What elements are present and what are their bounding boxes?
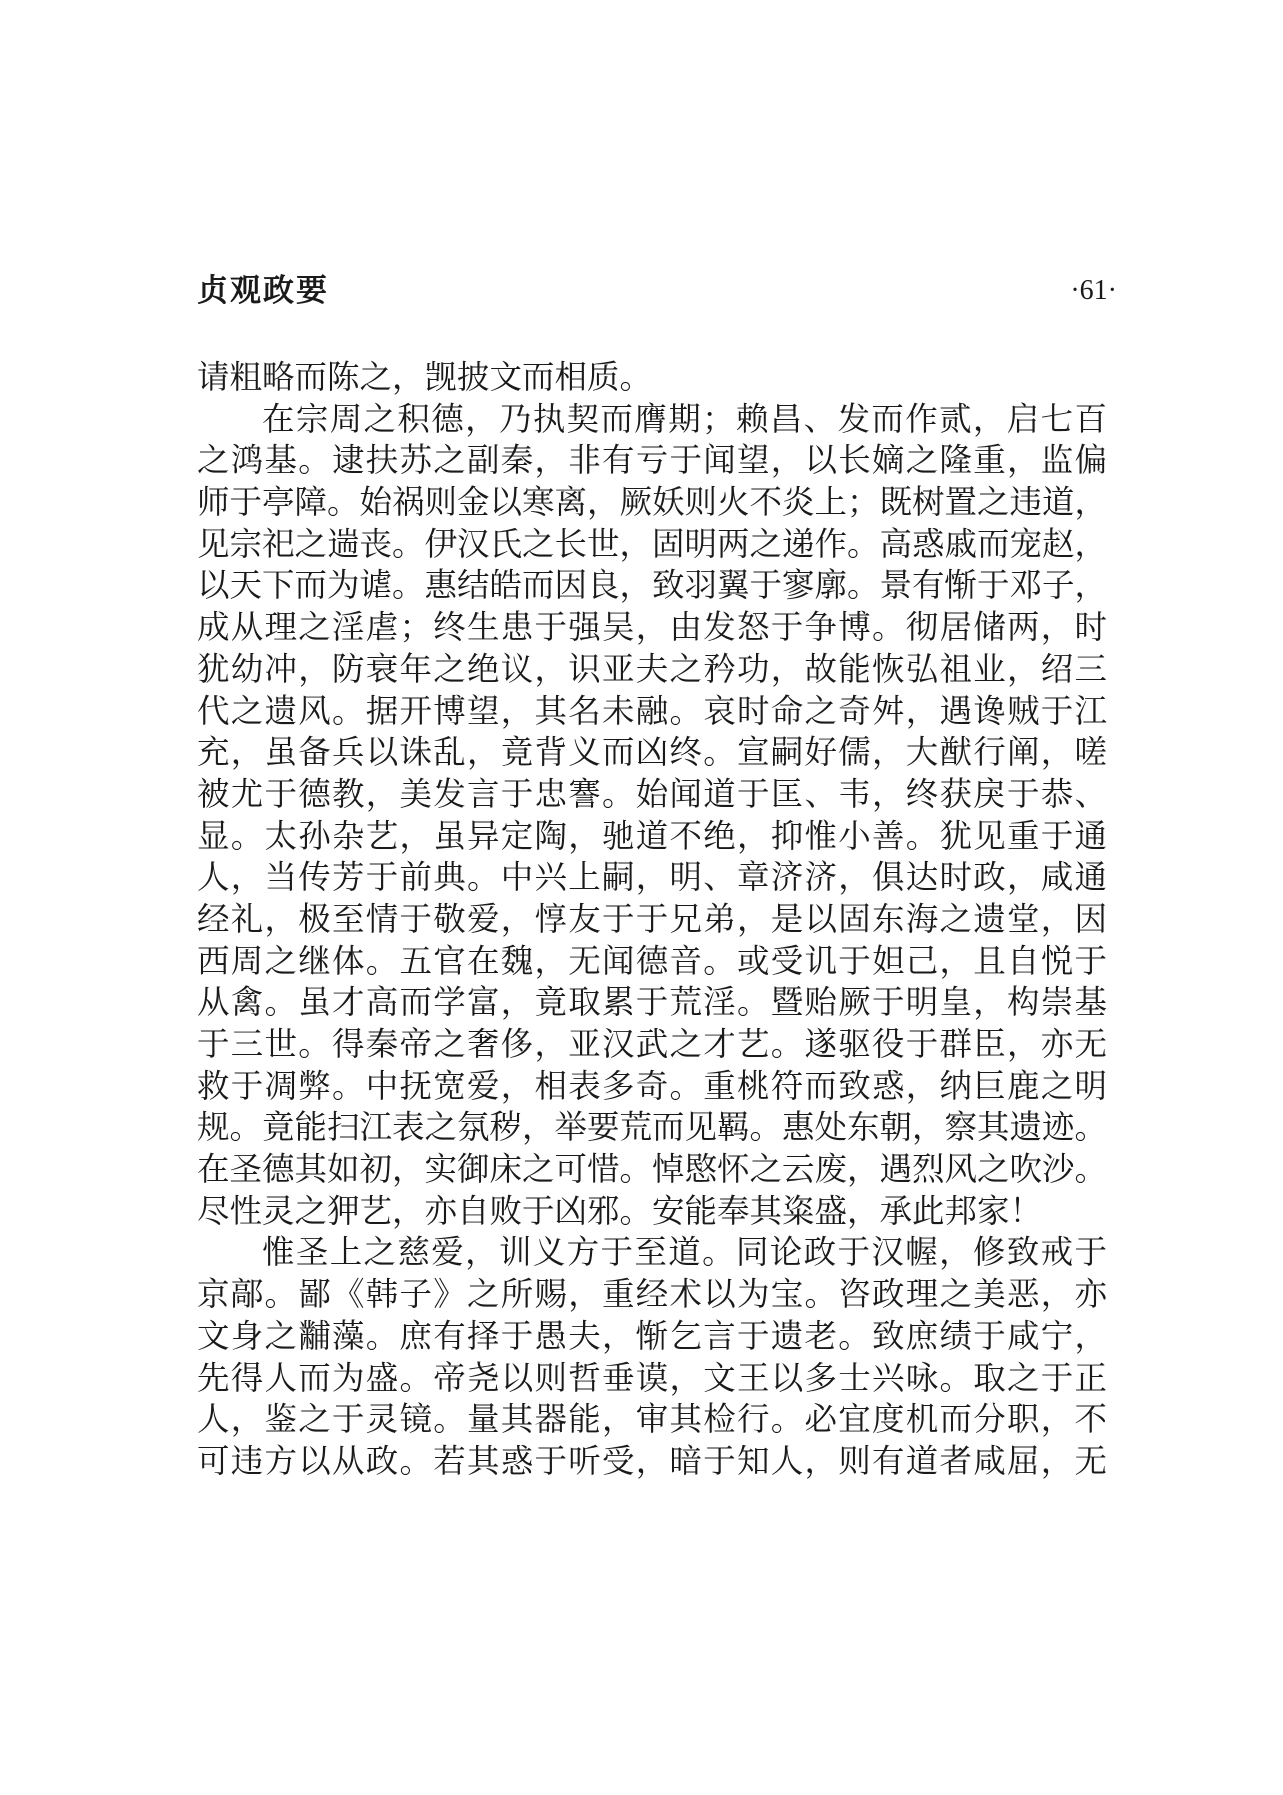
text-line: 从禽。虽才高而学富，竟取累于荒淫。暨贻厥于明皇，构崇基 [197,983,1107,1022]
running-title: 贞观政要 [197,273,329,309]
text-line: 犹幼冲，防衰年之绝议，识亚夫之矜功，故能恢弘祖业，绍三 [197,649,1107,688]
text-line: 以天下而为谑。惠结皓而因良，致羽翼于寥廓。景有惭于邓子， [197,566,1108,605]
page-number: ·61· [1070,275,1117,306]
text-line: 京鄗。鄙《韩子》之所赐，重经术以为宝。咨政理之美恶，亦 [197,1275,1107,1314]
text-line: 于三世。得秦帝之奢侈，亚汉武之才艺。遂驱役于群臣，亦无 [197,1025,1107,1063]
text-line: 文身之黼藻。庶有择于愚夫，惭乞言于遗老。致庶绩于咸宁， [197,1316,1107,1355]
text-line: 西周之继体。五官在魏，无闻德音。或受讥于妲己，且自悦于 [197,941,1107,980]
text-line: 代之遗风。据开博望，其名未融。哀时命之奇舛，遇谗贼于江 [197,691,1107,730]
text-line: 先得人而为盛。帝尧以则哲垂谟，文王以多士兴咏。取之于正 [197,1358,1107,1397]
text-line: 惟圣上之慈爱，训义方于至道。同论政于汉幄，修致戒于 [262,1233,1107,1272]
text-line: 在圣德其如初，实御床之可惜。悼愍怀之云废，遇烈风之吹沙。 [197,1150,1108,1189]
text-line: 人，当传芳于前典。中兴上嗣，明、章济济，俱达时政，咸通 [197,858,1107,897]
text-line: 见宗祀之遄丧。伊汉氏之长世，固明两之递作。高惑戚而宠赵， [197,524,1108,563]
text-line: 可违方以从政。若其惑于听受，暗于知人，则有道者咸屈，无 [197,1441,1107,1480]
text-line: 被尤于德教，美发言于忠謇。始闻道于匡、韦，终获戾于恭、 [197,774,1107,813]
text-line: 请粗略而陈之，觊披文而相质。 [197,358,653,396]
text-line: 在宗周之积德，乃执契而膺期；赖昌、发而作贰，启七百 [262,399,1107,438]
text-line: 救于凋弊。中抚宽爱，相表多奇。重桃符而致惑，纳巨鹿之明 [197,1066,1107,1105]
body-text [197,357,1107,1483]
page-header [197,268,1117,314]
text-line: 人，鉴之于灵镜。量其器能，审其检行。必宜度机而分职，不 [197,1400,1107,1439]
text-line: 之鸿基。逮扶苏之副秦，非有亏于闻望，以长嫡之隆重，监偏 [197,441,1107,480]
text-line: 成从理之淫虐；终生患于强吴，由发怒于争博。彻居储两，时 [197,608,1107,647]
text-line: 经礼，极至情于敬爱，惇友于于兄弟，是以固东海之遗堂，因 [197,899,1107,938]
text-line: 尽性灵之狎艺，亦自败于凶邪。安能奉其粢盛，承此邦家！ [197,1191,1043,1230]
text-line: 显。太孙杂艺，虽异定陶，驰道不绝，抑惟小善。犹见重于通 [197,816,1107,855]
text-line: 规。竟能扫江表之氛秽，举要荒而见羁。惠处东朝，察其遗迹。 [197,1108,1108,1147]
text-line: 师于亭障。始祸则金以寒离，厥妖则火不炎上；既树置之违道， [197,483,1108,522]
text-line: 充，虽备兵以诛乱，竟背义而凶终。宣嗣好儒，大猷行阐，嗟 [197,733,1107,772]
